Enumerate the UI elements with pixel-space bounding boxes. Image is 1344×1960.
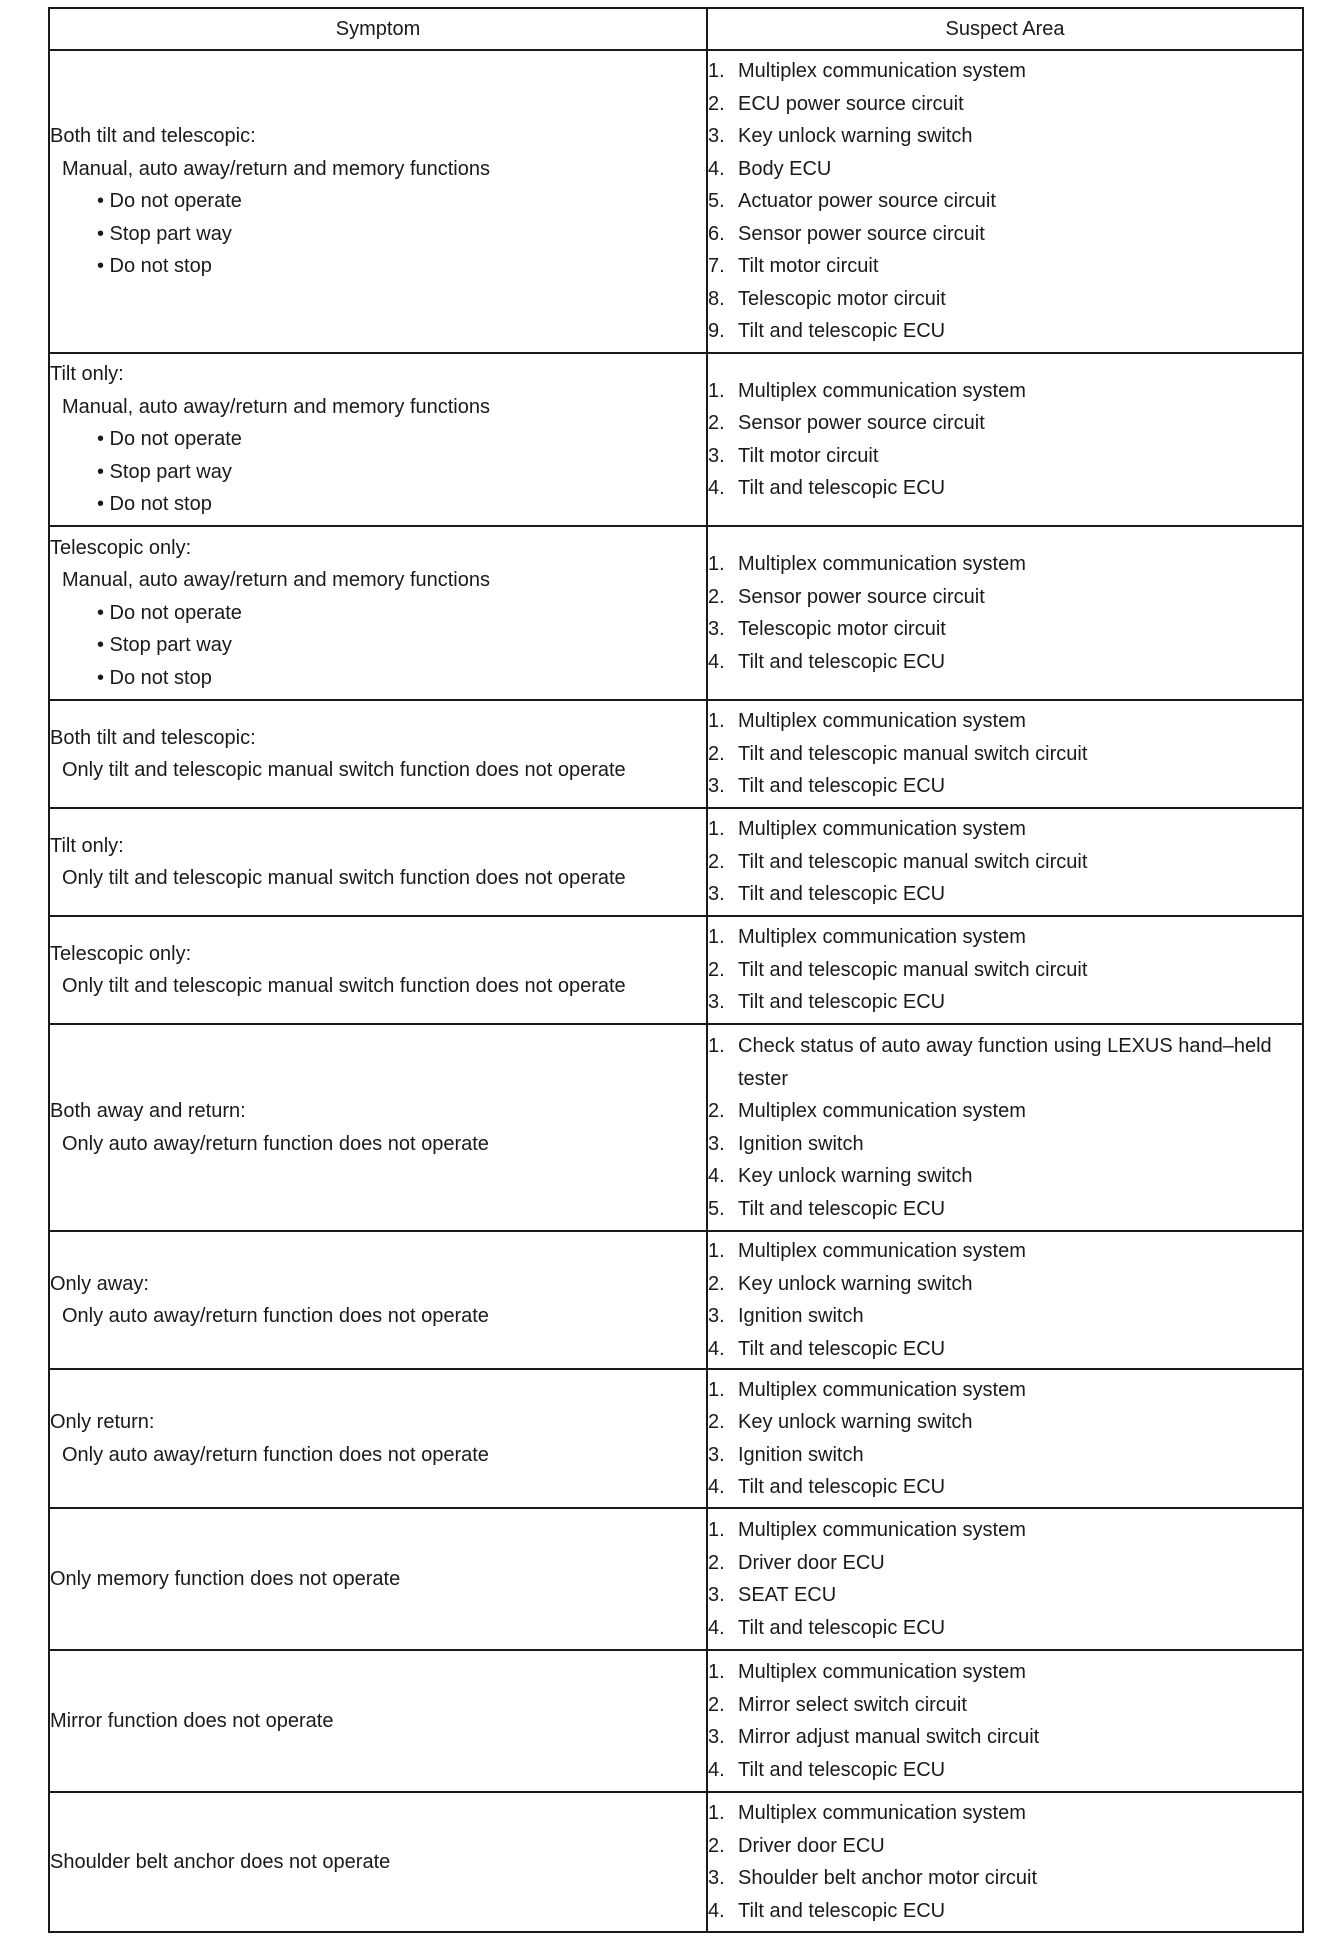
suspect-area-number: 3. bbox=[708, 1867, 725, 1889]
suspect-area-item bbox=[708, 1193, 1302, 1226]
suspect-area-item bbox=[708, 55, 1302, 88]
symptom-cell bbox=[49, 916, 707, 1024]
suspect-area-text: Tilt and telescopic ECU bbox=[738, 1337, 946, 1360]
suspect-area-text: Key unlock warning switch bbox=[738, 1411, 973, 1433]
suspect-area-text: Key unlock warning switch bbox=[738, 1165, 973, 1187]
suspect-area-number: 2. bbox=[708, 585, 725, 608]
suspect-area-text: Multiplex communication system bbox=[738, 1100, 1026, 1122]
suspect-area-cell bbox=[707, 916, 1303, 1024]
suspect-area-item bbox=[708, 1721, 1302, 1754]
suspect-area-item bbox=[708, 1471, 1302, 1504]
suspect-area-item bbox=[708, 581, 1302, 614]
suspect-area-number: 1. bbox=[708, 1519, 725, 1541]
suspect-area-item bbox=[708, 1406, 1302, 1439]
suspect-area-number: 1. bbox=[708, 60, 725, 83]
symptom-cell bbox=[49, 700, 707, 808]
suspect-area-item bbox=[708, 1030, 1302, 1095]
suspect-area-number: 4. bbox=[708, 1758, 725, 1781]
suspect-area-text: Key unlock warning switch bbox=[738, 125, 973, 148]
suspect-area-number: 6. bbox=[708, 222, 725, 245]
table-row bbox=[49, 526, 1303, 700]
symptom-line: Only away: bbox=[50, 1272, 149, 1295]
symptom-line: • Do not stop bbox=[97, 666, 212, 689]
suspect-area-number: 4. bbox=[708, 157, 725, 180]
table-row bbox=[49, 1369, 1303, 1508]
suspect-area-number: 8. bbox=[708, 287, 725, 310]
suspect-area-text: Multiplex communication system bbox=[738, 926, 1026, 949]
table-row bbox=[49, 700, 1303, 808]
suspect-area-item bbox=[708, 613, 1302, 646]
suspect-area-item bbox=[708, 1797, 1302, 1830]
suspect-area-item bbox=[708, 878, 1302, 911]
suspect-area-text: Multiplex communication system bbox=[738, 1661, 1026, 1683]
suspect-area-cell bbox=[707, 526, 1303, 700]
suspect-area-item bbox=[708, 1333, 1302, 1366]
suspect-area-item bbox=[708, 1754, 1302, 1787]
suspect-area-cell bbox=[707, 1792, 1303, 1932]
suspect-area-text: Tilt and telescopic ECU bbox=[738, 1616, 946, 1639]
suspect-area-cell bbox=[707, 50, 1303, 353]
suspect-area-text: Multiplex communication system bbox=[738, 60, 1026, 83]
symptom-line: • Do not operate bbox=[97, 190, 242, 213]
suspect-area-item bbox=[708, 1612, 1302, 1645]
table-row bbox=[49, 1650, 1303, 1792]
suspect-area-item bbox=[708, 120, 1302, 153]
suspect-area-list bbox=[708, 705, 1302, 803]
suspect-area-item bbox=[708, 407, 1302, 440]
symptom-cell bbox=[49, 353, 707, 526]
suspect-area-number: 1. bbox=[708, 710, 725, 733]
suspect-area-list bbox=[708, 1235, 1302, 1365]
suspect-area-list bbox=[708, 921, 1302, 1019]
suspect-area-text: Tilt and telescopic ECU bbox=[738, 775, 946, 798]
symptom-line: Manual, auto away/return and memory functions bbox=[62, 569, 490, 592]
suspect-area-item bbox=[708, 1128, 1302, 1161]
suspect-area-text: Tilt and telescopic ECU bbox=[738, 650, 946, 673]
symptom-cell bbox=[49, 808, 707, 916]
suspect-area-item bbox=[708, 846, 1302, 879]
suspect-area-text: Shoulder belt anchor motor circuit bbox=[738, 1867, 1038, 1889]
suspect-area-item bbox=[708, 1689, 1302, 1722]
suspect-area-text: Driver door ECU bbox=[738, 1834, 885, 1857]
suspect-area-item bbox=[708, 1862, 1302, 1895]
suspect-area-text: Tilt and telescopic ECU bbox=[738, 991, 946, 1014]
header-symptom: Symptom bbox=[49, 8, 707, 50]
suspect-area-item bbox=[708, 218, 1302, 251]
suspect-area-item bbox=[708, 153, 1302, 186]
suspect-area-number: 3. bbox=[708, 618, 725, 640]
suspect-area-number: 1. bbox=[708, 1378, 725, 1401]
suspect-area-number: 3. bbox=[708, 1584, 725, 1606]
suspect-area-text: Mirror select switch circuit bbox=[738, 1693, 967, 1716]
suspect-area-item bbox=[708, 1439, 1302, 1472]
symptom-line: • Stop part way bbox=[97, 222, 232, 245]
suspect-area-number: 1. bbox=[708, 379, 725, 402]
symptom-cell bbox=[49, 1792, 707, 1932]
suspect-area-number: 5. bbox=[708, 1197, 725, 1220]
suspect-area-item bbox=[708, 375, 1302, 408]
suspect-area-cell bbox=[707, 1508, 1303, 1650]
suspect-area-cell bbox=[707, 1369, 1303, 1508]
suspect-area-item bbox=[708, 1160, 1302, 1193]
symptom-line: • Stop part way bbox=[97, 634, 232, 657]
suspect-area-item bbox=[708, 705, 1302, 738]
suspect-area-item bbox=[708, 738, 1302, 771]
suspect-area-item bbox=[708, 88, 1302, 121]
suspect-area-number: 2. bbox=[708, 1693, 725, 1716]
suspect-area-number: 4. bbox=[708, 1616, 725, 1639]
suspect-area-cell bbox=[707, 1650, 1303, 1792]
suspect-area-item bbox=[708, 954, 1302, 987]
suspect-area-cell bbox=[707, 808, 1303, 916]
header-row bbox=[49, 8, 1303, 50]
suspect-area-text: Tilt and telescopic manual switch circuit bbox=[738, 742, 1088, 765]
symptom-line: Only tilt and telescopic manual switch function does not operate bbox=[62, 867, 626, 889]
suspect-area-number: 1. bbox=[708, 1240, 725, 1262]
suspect-area-text: Multiplex communication system bbox=[738, 1519, 1026, 1541]
suspect-area-text: Tilt and telescopic ECU bbox=[738, 320, 946, 343]
symptom-line: Telescopic only: bbox=[50, 536, 192, 559]
suspect-area-text: Multiplex communication system bbox=[738, 818, 1026, 841]
suspect-area-number: 4. bbox=[708, 650, 725, 673]
suspect-area-item bbox=[708, 813, 1302, 846]
suspect-area-text: Tilt and telescopic ECU bbox=[738, 1197, 946, 1220]
suspect-area-item bbox=[708, 315, 1302, 348]
symptom-line: Both away and return: bbox=[50, 1100, 246, 1122]
symptom-cell bbox=[49, 1508, 707, 1650]
suspect-area-text: Ignition switch bbox=[738, 1305, 864, 1327]
suspect-area-cell bbox=[707, 700, 1303, 808]
suspect-area-item bbox=[708, 250, 1302, 283]
suspect-area-item bbox=[708, 1579, 1302, 1612]
suspect-area-number: 4. bbox=[708, 1899, 725, 1922]
table-row bbox=[49, 1508, 1303, 1650]
suspect-area-number: 3. bbox=[708, 883, 725, 906]
symptom-line: • Do not stop bbox=[97, 493, 212, 516]
symptom-line: • Do not operate bbox=[97, 601, 242, 624]
suspect-area-text: Ignition switch bbox=[738, 1443, 864, 1466]
suspect-area-number: 5. bbox=[708, 190, 725, 213]
suspect-area-item bbox=[708, 986, 1302, 1019]
suspect-area-number: 3. bbox=[708, 1726, 725, 1748]
suspect-area-number: 1. bbox=[708, 926, 725, 949]
suspect-area-list bbox=[708, 1656, 1302, 1786]
suspect-area-number: 1. bbox=[708, 1802, 725, 1824]
suspect-area-number: 2. bbox=[708, 742, 725, 765]
suspect-area-text: Tilt and telescopic manual switch circuit bbox=[738, 850, 1088, 873]
symptom-cell bbox=[49, 1231, 707, 1369]
symptom-line: Mirror function does not operate bbox=[50, 1709, 334, 1732]
header-suspect-area: Suspect Area bbox=[707, 8, 1303, 50]
suspect-area-text: Body ECU bbox=[738, 157, 832, 180]
suspect-area-text: Multiplex communication system bbox=[738, 1802, 1026, 1824]
symptom-line: Only auto away/return function does not operate bbox=[62, 1443, 489, 1466]
suspect-area-number: 4. bbox=[708, 1165, 725, 1187]
symptom-line: Only tilt and telescopic manual switch function does not operate bbox=[62, 759, 626, 781]
suspect-area-item bbox=[708, 1656, 1302, 1689]
suspect-area-number: 2. bbox=[708, 1411, 725, 1433]
suspect-area-list bbox=[708, 813, 1302, 911]
symptom-cell bbox=[49, 50, 707, 353]
suspect-area-number: 2. bbox=[708, 412, 725, 434]
suspect-area-item bbox=[708, 1830, 1302, 1863]
suspect-area-item bbox=[708, 1095, 1302, 1128]
table-body bbox=[49, 50, 1303, 1932]
suspect-area-list bbox=[708, 375, 1302, 505]
suspect-area-number: 1. bbox=[708, 1661, 725, 1683]
suspect-area-text: Mirror adjust manual switch circuit bbox=[738, 1726, 1040, 1748]
symptom-cell bbox=[49, 1650, 707, 1792]
suspect-area-item bbox=[708, 1300, 1302, 1333]
suspect-area-number: 3. bbox=[708, 125, 725, 148]
suspect-area-list bbox=[708, 1797, 1302, 1927]
suspect-area-text: Sensor power source circuit bbox=[738, 222, 985, 245]
symptom-line: Tilt only: bbox=[50, 834, 124, 857]
table-row bbox=[49, 50, 1303, 353]
suspect-area-number: 1. bbox=[708, 553, 725, 575]
suspect-area-text: Tilt motor circuit bbox=[738, 444, 879, 467]
suspect-area-text: Ignition switch bbox=[738, 1132, 864, 1155]
suspect-area-number: 3. bbox=[708, 775, 725, 798]
suspect-area-item bbox=[708, 921, 1302, 954]
symptom-line: Shoulder belt anchor does not operate bbox=[50, 1850, 391, 1873]
suspect-area-item bbox=[708, 1547, 1302, 1580]
suspect-area-number: 2. bbox=[708, 958, 725, 981]
suspect-area-list bbox=[708, 1374, 1302, 1504]
symptom-line: Telescopic only: bbox=[50, 942, 192, 965]
symptom-line: Only auto away/return function does not operate bbox=[62, 1305, 489, 1327]
suspect-area-text: Multiplex communication system bbox=[738, 379, 1026, 402]
suspect-area-text: Sensor power source circuit bbox=[738, 585, 985, 608]
suspect-area-text: Multiplex communication system bbox=[738, 1240, 1026, 1262]
suspect-area-text: Tilt and telescopic ECU bbox=[738, 477, 946, 499]
symptom-line: Only tilt and telescopic manual switch function does not operate bbox=[62, 975, 626, 997]
suspect-area-number: 7. bbox=[708, 255, 725, 278]
suspect-area-number: 4. bbox=[708, 1476, 725, 1498]
suspect-area-item bbox=[708, 1235, 1302, 1268]
table-row bbox=[49, 1792, 1303, 1932]
suspect-area-item bbox=[708, 646, 1302, 679]
suspect-area-number: 3. bbox=[708, 1443, 725, 1466]
suspect-area-number: 3. bbox=[708, 1305, 725, 1327]
suspect-area-text: Tilt motor circuit bbox=[738, 255, 879, 278]
suspect-area-list bbox=[708, 55, 1302, 348]
suspect-area-number: 2. bbox=[708, 850, 725, 873]
suspect-area-text: Tilt and telescopic ECU bbox=[738, 1476, 946, 1498]
table-header bbox=[49, 8, 1303, 50]
suspect-area-text: Multiplex communication system bbox=[738, 1378, 1026, 1401]
suspect-area-text: Key unlock warning switch bbox=[738, 1272, 973, 1295]
table-row bbox=[49, 916, 1303, 1024]
symptom-cell bbox=[49, 1024, 707, 1231]
suspect-area-item bbox=[708, 1268, 1302, 1301]
suspect-area-text: Multiplex communication system bbox=[738, 553, 1026, 575]
suspect-area-text: Check status of auto away function using LEXUS hand–held tester bbox=[738, 1035, 1272, 1090]
suspect-area-cell bbox=[707, 353, 1303, 526]
suspect-area-item bbox=[708, 440, 1302, 473]
suspect-area-item bbox=[708, 770, 1302, 803]
suspect-area-text: Driver door ECU bbox=[738, 1551, 885, 1574]
suspect-area-text: Tilt and telescopic ECU bbox=[738, 883, 946, 906]
suspect-area-number: 1. bbox=[708, 818, 725, 841]
suspect-area-number: 2. bbox=[708, 1272, 725, 1295]
suspect-area-text: Tilt and telescopic manual switch circuit bbox=[738, 958, 1088, 981]
suspect-area-text: Multiplex communication system bbox=[738, 710, 1026, 733]
suspect-area-text: ECU power source circuit bbox=[738, 92, 964, 115]
suspect-area-item bbox=[708, 1374, 1302, 1407]
suspect-area-number: 2. bbox=[708, 92, 725, 115]
suspect-area-list bbox=[708, 548, 1302, 678]
troubleshooting-table bbox=[48, 7, 1304, 1933]
symptom-line: • Do not operate bbox=[97, 428, 242, 451]
suspect-area-number: 2. bbox=[708, 1834, 725, 1857]
suspect-area-text: Actuator power source circuit bbox=[738, 190, 996, 213]
suspect-area-text: SEAT ECU bbox=[738, 1584, 837, 1606]
symptom-line: Only auto away/return function does not operate bbox=[62, 1132, 489, 1155]
suspect-area-number: 2. bbox=[708, 1551, 725, 1574]
suspect-area-number: 2. bbox=[708, 1100, 725, 1122]
symptom-line: Tilt only: bbox=[50, 363, 124, 386]
suspect-area-number: 9. bbox=[708, 320, 725, 343]
symptom-line: Manual, auto away/return and memory functions bbox=[62, 157, 490, 180]
symptom-cell bbox=[49, 526, 707, 700]
suspect-area-text: Tilt and telescopic ECU bbox=[738, 1758, 946, 1781]
symptom-line: Only memory function does not operate bbox=[50, 1567, 401, 1590]
suspect-area-item bbox=[708, 185, 1302, 218]
suspect-area-number: 3. bbox=[708, 1132, 725, 1155]
suspect-area-cell bbox=[707, 1024, 1303, 1231]
symptom-line: Both tilt and telescopic: bbox=[50, 125, 256, 148]
table-row bbox=[49, 1024, 1303, 1231]
symptom-line: Both tilt and telescopic: bbox=[50, 726, 256, 749]
suspect-area-item bbox=[708, 1514, 1302, 1547]
symptom-line: • Do not stop bbox=[97, 255, 212, 278]
table-row bbox=[49, 353, 1303, 526]
table-row bbox=[49, 1231, 1303, 1369]
suspect-area-list bbox=[708, 1030, 1302, 1225]
suspect-area-text: Tilt and telescopic ECU bbox=[738, 1899, 946, 1922]
suspect-area-cell bbox=[707, 1231, 1303, 1369]
symptom-line: Manual, auto away/return and memory functions bbox=[62, 395, 490, 418]
suspect-area-item bbox=[708, 472, 1302, 505]
suspect-area-number: 4. bbox=[708, 1337, 725, 1360]
suspect-area-text: Telescopic motor circuit bbox=[738, 618, 946, 640]
suspect-area-number: 1. bbox=[708, 1035, 725, 1057]
suspect-area-item bbox=[708, 283, 1302, 316]
table-row bbox=[49, 808, 1303, 916]
suspect-area-number: 3. bbox=[708, 991, 725, 1014]
symptom-line: • Stop part way bbox=[97, 460, 232, 483]
symptom-cell bbox=[49, 1369, 707, 1508]
suspect-area-item bbox=[708, 548, 1302, 581]
suspect-area-number: 3. bbox=[708, 444, 725, 467]
suspect-area-number: 4. bbox=[708, 477, 725, 499]
suspect-area-list bbox=[708, 1514, 1302, 1644]
symptom-line: Only return: bbox=[50, 1411, 155, 1433]
suspect-area-item bbox=[708, 1895, 1302, 1928]
suspect-area-text: Telescopic motor circuit bbox=[738, 287, 946, 310]
suspect-area-text: Sensor power source circuit bbox=[738, 412, 985, 434]
